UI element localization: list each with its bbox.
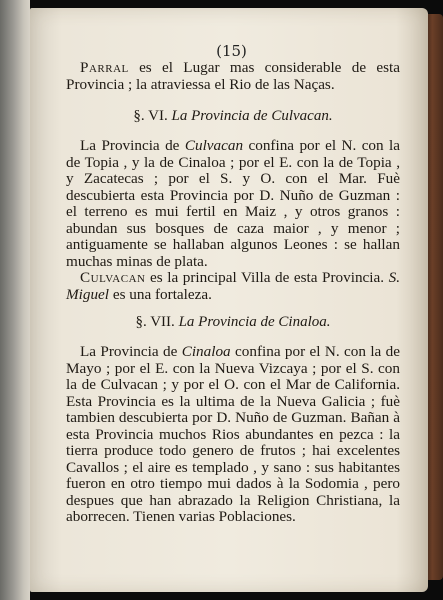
section-6-number: §. VI. [133, 108, 168, 124]
intro-paragraph [66, 60, 400, 93]
section-7-title: La Provincia de Cinaloa. [178, 314, 331, 330]
section-6-heading [66, 108, 400, 125]
section-7-p1-name: Cinaloa [181, 343, 231, 360]
section-7-p1-start: La Provincia de [80, 343, 182, 360]
section-6-p2-lead: Culvacan [80, 269, 146, 286]
section-6-p2-mid: es la principal Villa de esta Provincia. [145, 269, 389, 286]
page-number: (15) [216, 42, 247, 60]
section-7-body [66, 344, 400, 526]
section-6-title: La Provincia de Culvacan. [171, 108, 333, 124]
section-6-body [66, 138, 400, 303]
intro-lead: Parral [80, 59, 129, 76]
section-7-p1-rest: confina por el N. con la de Mayo ; por el E. con la Nueva Vizcaya ; por el S. con la de Culvacan ; y por el O. con el Mar de California. Esta Provincia es la ultima de la Nueva Galicia ; fuè tambien descubierta por D. Nuño de Guzman. Bañan à esta Provincia muchos Rios abundantes en pezca : la tierra produce todo genero de frutos ; hai excelentes Cavallos ; el aire es templado , y sano : sus habitantes fueron en otro tiempo mui dados à la Sodomia , pero despues que han abrazado la Religion Christiana, la aborrecen. Tienen varias Poblaciones. [66, 343, 400, 525]
intro-text: es el Lugar mas considerable de esta Provincia ; la atraviessa el Rio de las Naças. [66, 59, 400, 93]
section-6-p1-start: La Provincia de [80, 137, 185, 154]
section-6-p1-rest: confina por el N. con la de Topia , y la de Cinaloa ; por el E. con la de Topia , y Zacatecas ; por el S. y O. con el Mar. Fuè descubierta esta Provincia por D. Nuño de Guzman : el terreno es mui fertil en Maiz , y otros granos : abundan sus bosques de caza maior , y menor ; antiguamente se hallaban algunos Leones : se hallan muchas minas de plata. [66, 137, 401, 270]
section-6-paragraph-1 [66, 138, 400, 270]
section-7-number: §. VII. [135, 314, 175, 330]
section-7-heading [66, 314, 400, 331]
section-6-paragraph-2 [66, 270, 400, 303]
section-6-p2-name: S. Miguel [66, 269, 400, 303]
section-7-paragraph-1 [66, 344, 400, 526]
section-6-p1-name: Culvacan [184, 137, 244, 154]
book-spine-edge [0, 0, 30, 600]
section-6-p2-end: es una fortaleza. [109, 285, 212, 303]
